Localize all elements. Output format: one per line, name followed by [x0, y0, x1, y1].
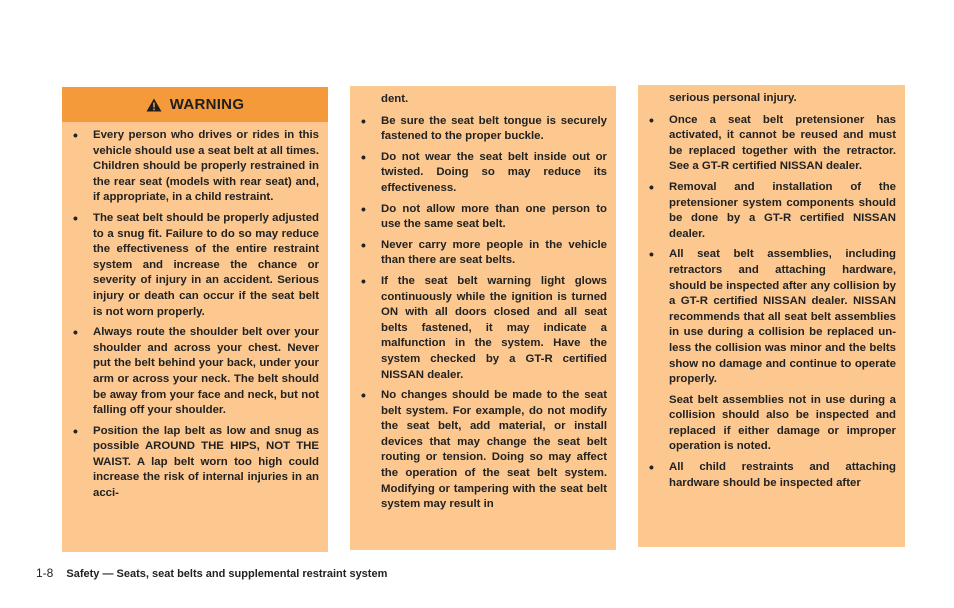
list-item: • Do not allow more than one person to use the same seat belt.: [359, 202, 607, 233]
list-item: • Removal and installation of the pretensioner system components should be done by a GT-R certified NISSAN dealer.: [647, 180, 896, 242]
list-item: • The seat belt should be properly adjusted to a snug fit. Failure to do so may reduce the effectiveness of the entire restraint system and increase the chance or severity of injury in an accident. Serious injury or death can occur if the seat belt is not worn properly.: [71, 211, 319, 320]
list-item: • All seat belt assemblies, including retractors and attaching hardware, should be inspected after any collision by a GT-R certified NISSAN dealer. NISSAN recommends that all seat belt assemblies in use during a collision be replaced unless the collision was minor and the belts show no damage and continue to operate properly.: [647, 247, 896, 387]
list-item: • No changes should be made to the seat belt system. For example, do not modify the seat belt, add material, or install devices that may change the seat belt routing or tension. Doing so may affect the operation of the seat belt system. Modifying or tampering with the seat belt system may result in: [359, 388, 607, 513]
warning-column-2: [350, 86, 616, 550]
warning-column-3: [638, 85, 905, 547]
warning-title: WARNING: [169, 96, 245, 113]
list-item: • Once a seat belt pretensioner has activated, it cannot be reused and must be replaced together with the retractor. See a GT-R certified NISSAN dealer.: [647, 113, 896, 175]
list-item: • Do not wear the seat belt inside out or twisted. Doing so may reduce its effectiveness.: [359, 150, 607, 197]
continuation-text: dent.: [381, 93, 409, 105]
page-number: 1-8: [36, 566, 54, 580]
list-item: • Never carry more people in the vehicle than there are seat belts.: [359, 238, 607, 269]
list-item: • Be sure the seat belt tongue is securely fastened to the proper buckle.: [359, 114, 607, 145]
indented-paragraph: Seat belt assemblies not in use during a collision should also be inspected and replaced if either damage or improper operation is noted.: [669, 393, 896, 453]
page-footer: [36, 566, 387, 580]
list-item: • If the seat belt warning light glows continuously while the ignition is turned ON with all doors closed and all seat belts fastened, it may indicate a malfunction in the system. Have the system checked by a GT-R certified NISSAN dealer.: [359, 274, 607, 383]
list-item: • All child restraints and attaching hardware should be inspected after: [647, 460, 896, 491]
section-title: Safety — Seats, seat belts and supplemental restraint system: [66, 568, 388, 580]
continuation-text: serious personal injury.: [669, 92, 797, 104]
list-item: • Every person who drives or rides in this vehicle should use a seat belt at all times. Children should be properly restrained in the rear seat (models with rear seat) and, if appropriate, in a child restraint.: [71, 128, 319, 206]
warning-triangle-icon: [146, 98, 162, 112]
list-item: • Always route the shoulder belt over your shoulder and across your chest. Never put the belt behind your back, under your arm or across your neck. The belt should be away from your face and neck, but not falling off your shoulder.: [71, 325, 319, 419]
list-item: • Position the lap belt as low and snug as possible AROUND THE HIPS, NOT THE WAIST. A lap belt worn too high could increase the risk of internal injuries in an acci-: [71, 424, 319, 502]
warning-header: [62, 87, 328, 122]
warning-column-1: [62, 87, 328, 552]
